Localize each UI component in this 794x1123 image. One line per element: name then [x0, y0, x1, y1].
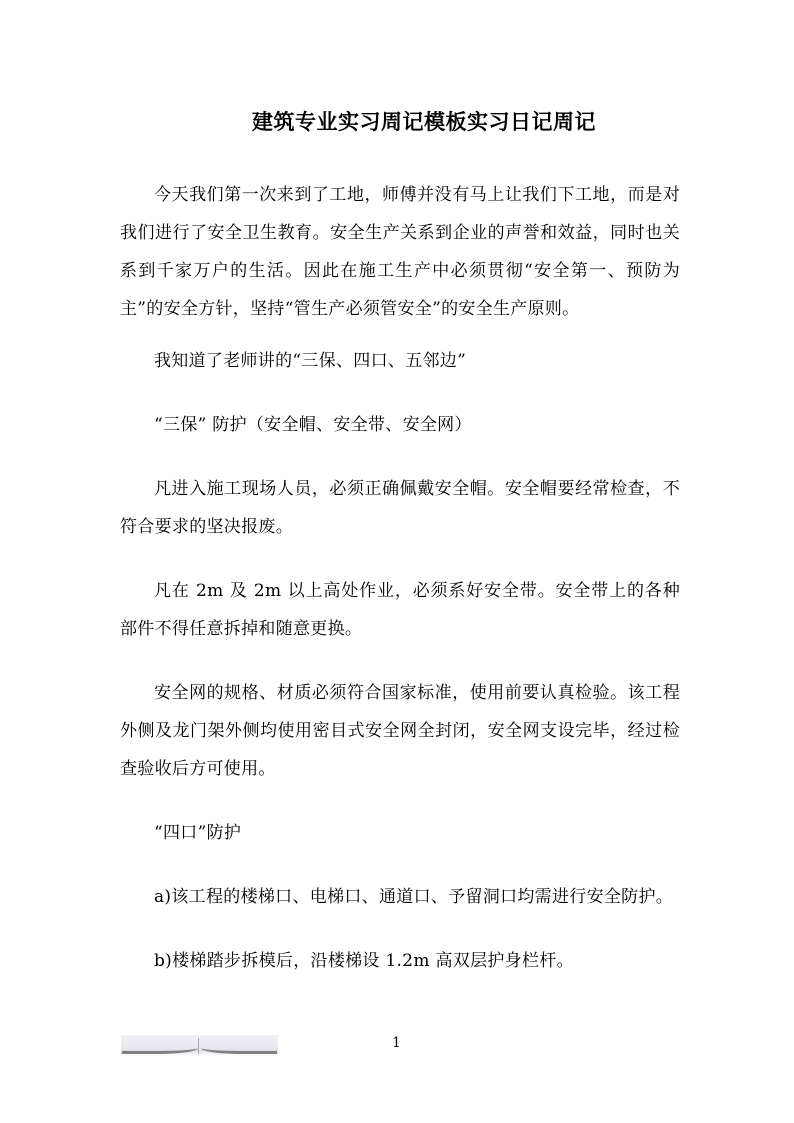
paragraph-safety-belt: 凡在 2m 及 2m 以上高处作业，必须系好安全带。安全带上的各种部件不得任意拆掉和随意更换。 [120, 581, 680, 639]
paragraph-item-a: a)该工程的楼梯口、电梯口、通道口、予留洞口均需进行安全防护。 [154, 887, 674, 907]
page-footer [0, 1034, 794, 1064]
paragraph-intro: 今天我们第一次来到了工地，师傅并没有马上让我们下工地，而是对我们进行了安全卫生教育。安全生产关系到企业的声誉和效益，同时也关系到千家万户的生活。因此在施工生产中必须贯彻“安全第一、预防为主”的安全方针，坚持“管生产必须管安全”的安全生产原则。 [120, 185, 680, 319]
document-title: 建筑专业实习周记模板实习日记周记 [252, 109, 596, 134]
document-body [120, 176, 680, 980]
paragraph-four-openings-heading: “四口”防护 [154, 823, 242, 843]
paragraph-three-four-five: 我知道了老师讲的“三保、四口、五邻边” [154, 351, 467, 371]
paragraph-safety-net: 安全网的规格、材质必须符合国家标准，使用前要认真检验。该工程外侧及龙门架外侧均使用密目式安全网全封闭，安全网支设完毕，经过检查验收后方可使用。 [120, 683, 680, 779]
paragraph-item-b: b)楼梯踏步拆模后，沿楼梯设 1.2m 高双层护身栏杆。 [154, 951, 574, 971]
page-number: 1 [392, 1035, 401, 1051]
open-book-icon [121, 1035, 278, 1056]
paragraph-three-protections-heading: “三保” 防护（安全帽、安全带、安全网） [154, 415, 472, 435]
paragraph-safety-helmet: 凡进入施工现场人员，必须正确佩戴安全帽。安全帽要经常检查，不符合要求的坚决报废。 [120, 479, 680, 537]
